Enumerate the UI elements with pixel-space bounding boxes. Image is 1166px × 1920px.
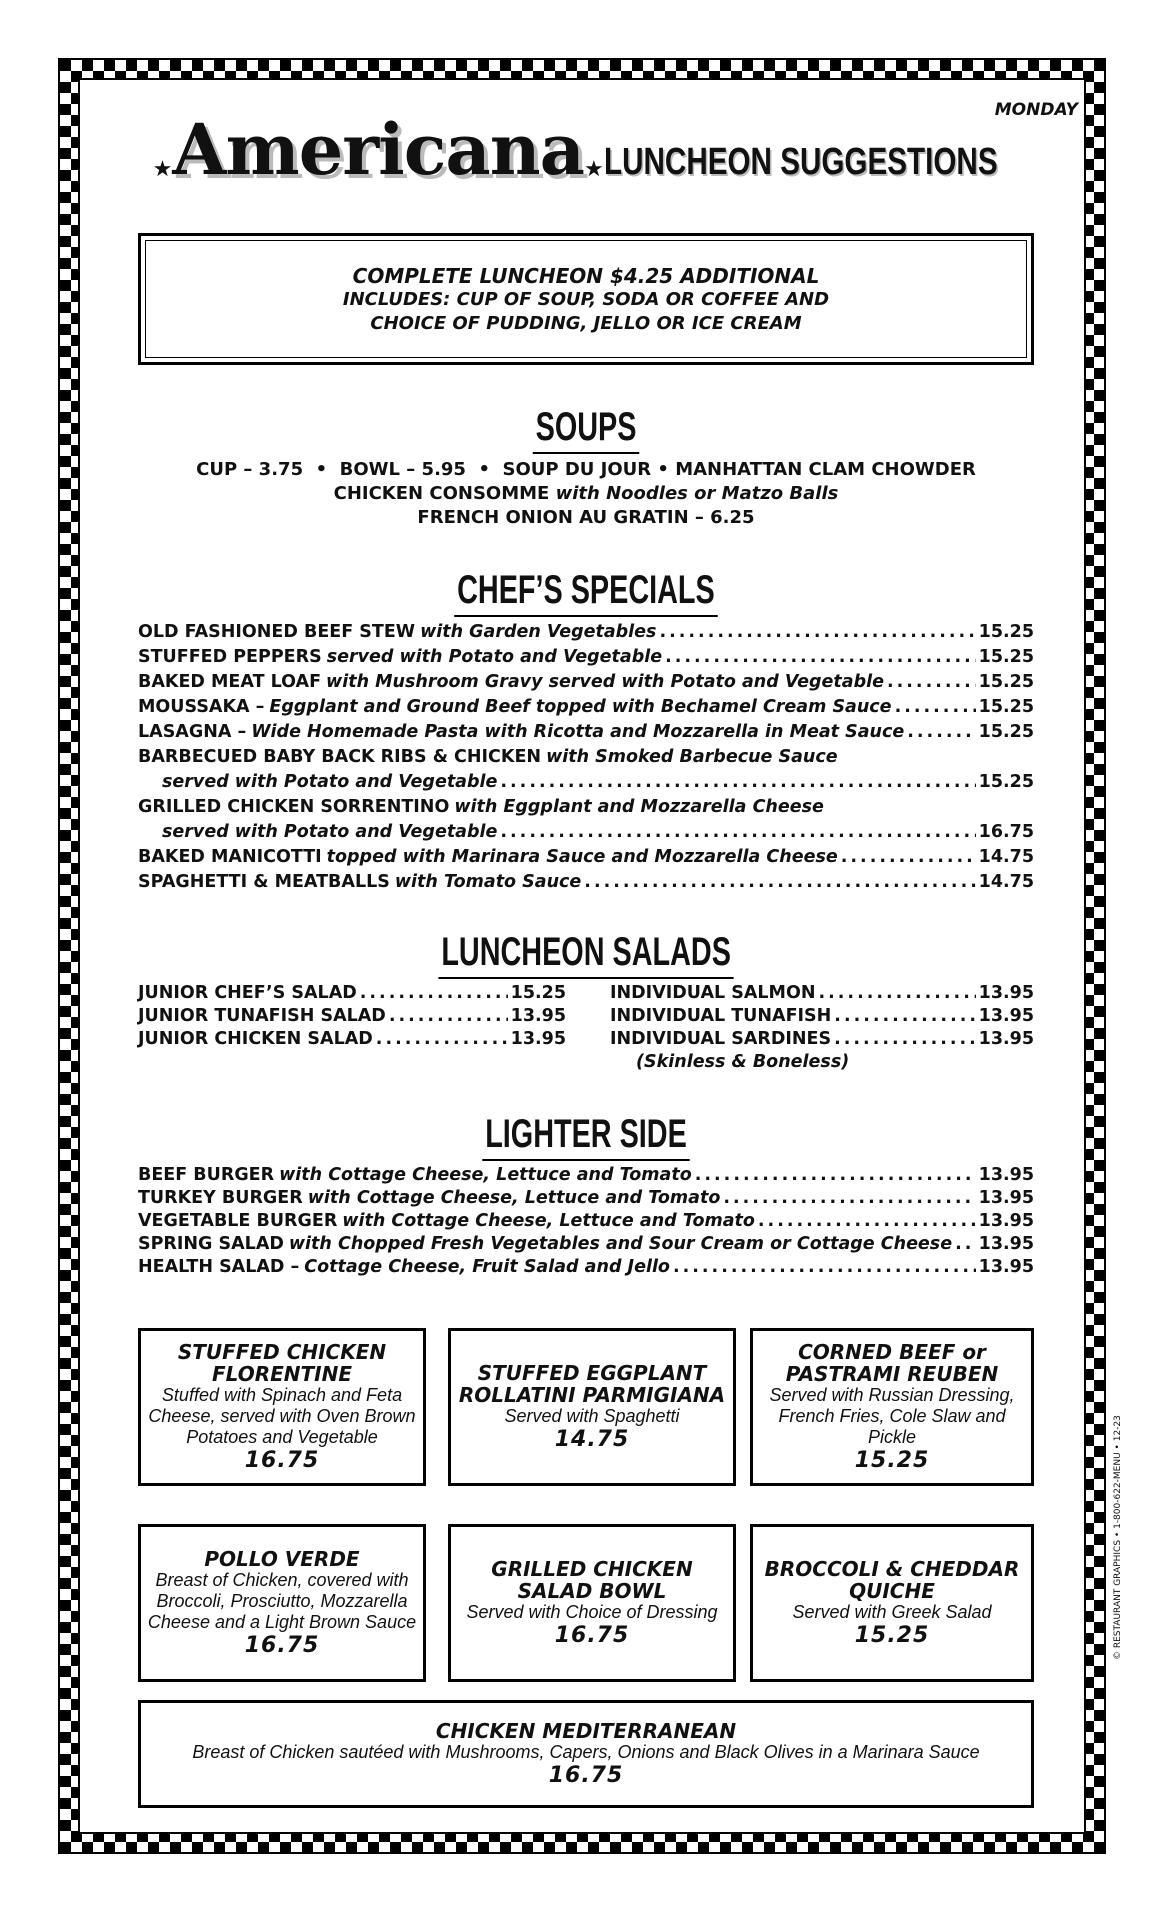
soups-line1: CUP – 3.75 • BOWL – 5.95 • SOUP DU JOUR • MANHATTAN CLAM CHOWDER	[196, 459, 976, 480]
item-name: GRILLED CHICKEN SORRENTINO	[138, 797, 450, 817]
leader-dots	[723, 1187, 975, 1210]
section-title-luncheon-salads: LUNCHEON SALADS	[138, 930, 1034, 979]
item-description: with Smoked Barbecue Sauce	[546, 747, 838, 767]
menu-item-row-continued	[138, 820, 1034, 845]
item-price: 13.95	[978, 1006, 1034, 1026]
menu-item-row	[138, 1164, 1034, 1187]
feature-title: STUFFED EGGPLANT ROLLATINI PARMIGIANA	[458, 1360, 726, 1407]
feature-price: 16.75	[244, 1632, 320, 1658]
leader-dots	[834, 1005, 975, 1028]
item-description: with Tomato Sauce	[394, 872, 582, 892]
leader-dots	[673, 1256, 976, 1279]
item-name: BAKED MANICOTTI	[138, 847, 322, 867]
menu-item-row-continued	[138, 770, 1034, 795]
feature-box	[750, 1328, 1034, 1486]
menu-item-row	[138, 720, 1034, 745]
menu-item-row	[138, 695, 1034, 720]
complete-luncheon-line2: INCLUDES: CUP OF SOUP, SODA OR COFFEE AND	[342, 289, 830, 310]
item-price: 15.25	[978, 722, 1034, 742]
menu-item-row	[610, 982, 1034, 1005]
menu-item-row	[138, 1256, 1034, 1279]
item-price: 13.95	[978, 1165, 1034, 1185]
leader-dots	[376, 1028, 508, 1051]
feature-description: Served with Choice of Dressing	[466, 1601, 718, 1622]
feature-description: Served with Greek Salad	[792, 1601, 992, 1622]
feature-description: Breast of Chicken sautéed with Mushrooms, Capers, Onions and Black Olives in a Marinara Sauce	[192, 1741, 980, 1762]
brand-name: Americana	[172, 108, 584, 191]
menu-item-row	[138, 845, 1034, 870]
complete-luncheon-line1: COMPLETE LUNCHEON $4.25 ADDITIONAL	[352, 264, 820, 288]
item-price: 15.25	[978, 622, 1034, 642]
item-price: 15.25	[978, 647, 1034, 667]
item-description: Cottage Cheese, Fruit Salad and Jello	[304, 1257, 670, 1277]
feature-box	[138, 1328, 426, 1486]
menu-day: MONDAY	[994, 100, 1078, 120]
item-name: BARBECUED BABY BACK RIBS & CHICKEN	[138, 747, 542, 767]
item-description: served with Potato and Vegetable	[162, 772, 498, 792]
item-price: 13.95	[978, 1188, 1034, 1208]
soups-info	[138, 458, 1034, 530]
menu-item-row	[138, 670, 1034, 695]
item-price: 13.95	[978, 1234, 1034, 1254]
menu-item-row	[610, 1005, 1034, 1028]
item-description: with Chopped Fresh Vegetables and Sour Cream or Cottage Cheese	[288, 1234, 953, 1254]
item-description: with Cottage Cheese, Lettuce and Tomato	[307, 1188, 721, 1208]
star-icon: ★	[152, 157, 173, 182]
item-price: 15.25	[978, 672, 1034, 692]
leader-dots	[500, 820, 975, 845]
feature-description: Breast of Chicken, covered with Broccoli, Prosciutto, Mozzarella Cheese and a Light Brown Sauce	[147, 1569, 417, 1632]
menu-item-row	[138, 745, 1034, 770]
menu-item-row	[138, 1005, 566, 1028]
leader-dots	[758, 1210, 976, 1233]
feature-price: 16.75	[244, 1447, 320, 1473]
item-price: 14.75	[978, 872, 1034, 892]
item-price: 13.95	[510, 1006, 566, 1026]
item-price: 15.25	[978, 772, 1034, 792]
menu-item-row	[138, 620, 1034, 645]
menu-item-row	[138, 1233, 1034, 1256]
item-name: JUNIOR CHEF’S SALAD	[138, 983, 357, 1003]
item-price: 13.95	[510, 1029, 566, 1049]
star-icon: ★	[584, 157, 604, 182]
chefs-specials-list	[138, 620, 1034, 895]
menu-item-row	[138, 982, 566, 1005]
feature-title: CORNED BEEF or PASTRAMI REUBEN	[785, 1339, 999, 1386]
feature-title: STUFFED CHICKEN FLORENTINE	[177, 1339, 387, 1386]
leader-dots	[887, 670, 976, 695]
item-name: BEEF BURGER	[138, 1165, 275, 1185]
item-description: Wide Homemade Pasta with Ricotta and Mozzarella in Meat Sauce	[251, 722, 905, 742]
item-name: BAKED MEAT LOAF	[138, 672, 322, 692]
complete-luncheon-box	[138, 233, 1034, 365]
item-name: INDIVIDUAL SARDINES	[610, 1029, 832, 1049]
feature-price: 15.25	[854, 1622, 930, 1648]
leader-dots	[895, 695, 976, 720]
leader-dots	[841, 845, 976, 870]
menu-header	[90, 108, 1076, 191]
feature-price: 16.75	[548, 1762, 624, 1788]
menu-item-row	[610, 1028, 1034, 1051]
leader-dots	[389, 1005, 508, 1028]
feature-title: CHICKEN MEDITERRANEAN	[435, 1718, 737, 1743]
menu-item-row	[138, 1210, 1034, 1233]
feature-description: Served with Spaghetti	[504, 1405, 680, 1426]
item-name: TURKEY BURGER	[138, 1188, 303, 1208]
item-description: with Cottage Cheese, Lettuce and Tomato	[279, 1165, 692, 1185]
feature-title: POLLO VERDE	[204, 1546, 360, 1571]
salads-note: (Skinless & Boneless)	[636, 1052, 850, 1072]
menu-subtitle: LUNCHEON SUGGESTIONS	[603, 141, 998, 183]
item-description: with Garden Vegetables	[420, 622, 657, 642]
feature-price: 16.75	[554, 1622, 630, 1648]
menu-item-row	[138, 795, 1034, 820]
item-price: 15.25	[978, 697, 1034, 717]
menu-item-row	[138, 1028, 566, 1051]
section-title-soups: SOUPS	[138, 405, 1034, 454]
feature-box	[448, 1524, 736, 1682]
soups-line2: CHICKEN CONSOMME with Noodles or Matzo Balls	[333, 483, 839, 504]
feature-box	[750, 1524, 1034, 1682]
salads-right-column	[610, 982, 1034, 1074]
item-price: 14.75	[978, 847, 1034, 867]
item-price: 16.75	[978, 822, 1034, 842]
item-name: HEALTH SALAD –	[138, 1257, 300, 1277]
salads-left-column	[138, 982, 566, 1051]
leader-dots	[500, 770, 975, 795]
item-name: SPRING SALAD	[138, 1234, 284, 1254]
item-name: STUFFED PEPPERS	[138, 647, 322, 667]
item-description: with Eggplant and Mozzarella Cheese	[454, 797, 824, 817]
item-description: Eggplant and Ground Beef topped with Bechamel Cream Sauce	[269, 697, 892, 717]
item-name: JUNIOR TUNAFISH SALAD	[138, 1006, 386, 1026]
lighter-side-list	[138, 1164, 1034, 1279]
feature-price: 14.75	[554, 1426, 630, 1452]
item-description: topped with Marinara Sauce and Mozzarella Cheese	[326, 847, 838, 867]
item-price: 13.95	[978, 1257, 1034, 1277]
leader-dots	[907, 720, 975, 745]
feature-description: Served with Russian Dressing, French Fries, Cole Slaw and Pickle	[769, 1384, 1015, 1447]
item-name: OLD FASHIONED BEEF STEW	[138, 622, 416, 642]
item-name: SPAGHETTI & MEATBALLS	[138, 872, 390, 892]
section-title-chefs-specials: CHEF’S SPECIALS	[138, 568, 1034, 617]
item-price: 13.95	[978, 1029, 1034, 1049]
item-name: INDIVIDUAL TUNAFISH	[610, 1006, 832, 1026]
feature-box	[448, 1328, 736, 1486]
leader-dots	[584, 870, 975, 895]
item-name: LASAGNA –	[138, 722, 247, 742]
item-name: VEGETABLE BURGER	[138, 1211, 338, 1231]
item-price: 15.25	[510, 983, 566, 1003]
soups-line3: FRENCH ONION AU GRATIN – 6.25	[417, 507, 755, 528]
section-title-lighter-side: LIGHTER SIDE	[138, 1112, 1034, 1161]
copyright-note: © RESTAURANT GRAPHICS • 1-800-622-MENU • 12-23	[1113, 1415, 1123, 1660]
feature-description: Stuffed with Spinach and Feta Cheese, served with Oven Brown Potatoes and Vegetable	[148, 1384, 416, 1447]
leader-dots	[695, 1164, 976, 1187]
item-name: MOUSSAKA –	[138, 697, 265, 717]
item-description: served with Potato and Vegetable	[326, 647, 663, 667]
item-description: with Mushroom Gravy served with Potato and Vegetable	[326, 672, 884, 692]
leader-dots	[834, 1028, 976, 1051]
feature-box-wide	[138, 1700, 1034, 1808]
menu-item-row	[138, 645, 1034, 670]
menu-item-row	[138, 870, 1034, 895]
leader-dots	[665, 645, 976, 670]
menu-item-row	[138, 1187, 1034, 1210]
feature-price: 15.25	[854, 1447, 930, 1473]
item-name: INDIVIDUAL SALMON	[610, 983, 816, 1003]
item-name: JUNIOR CHICKEN SALAD	[138, 1029, 373, 1049]
item-description: served with Potato and Vegetable	[162, 822, 498, 842]
leader-dots	[659, 620, 975, 645]
item-price: 13.95	[978, 1211, 1034, 1231]
feature-title: GRILLED CHICKEN SALAD BOWL	[491, 1556, 693, 1603]
feature-title: BROCCOLI & CHEDDAR QUICHE	[764, 1556, 1020, 1603]
item-price: 13.95	[978, 983, 1034, 1003]
leader-dots	[818, 982, 975, 1005]
leader-dots	[360, 982, 508, 1005]
leader-dots	[955, 1233, 976, 1256]
item-description: with Cottage Cheese, Lettuce and Tomato	[342, 1211, 755, 1231]
complete-luncheon-line3: CHOICE OF PUDDING, JELLO OR ICE CREAM	[370, 313, 802, 334]
feature-box	[138, 1524, 426, 1682]
